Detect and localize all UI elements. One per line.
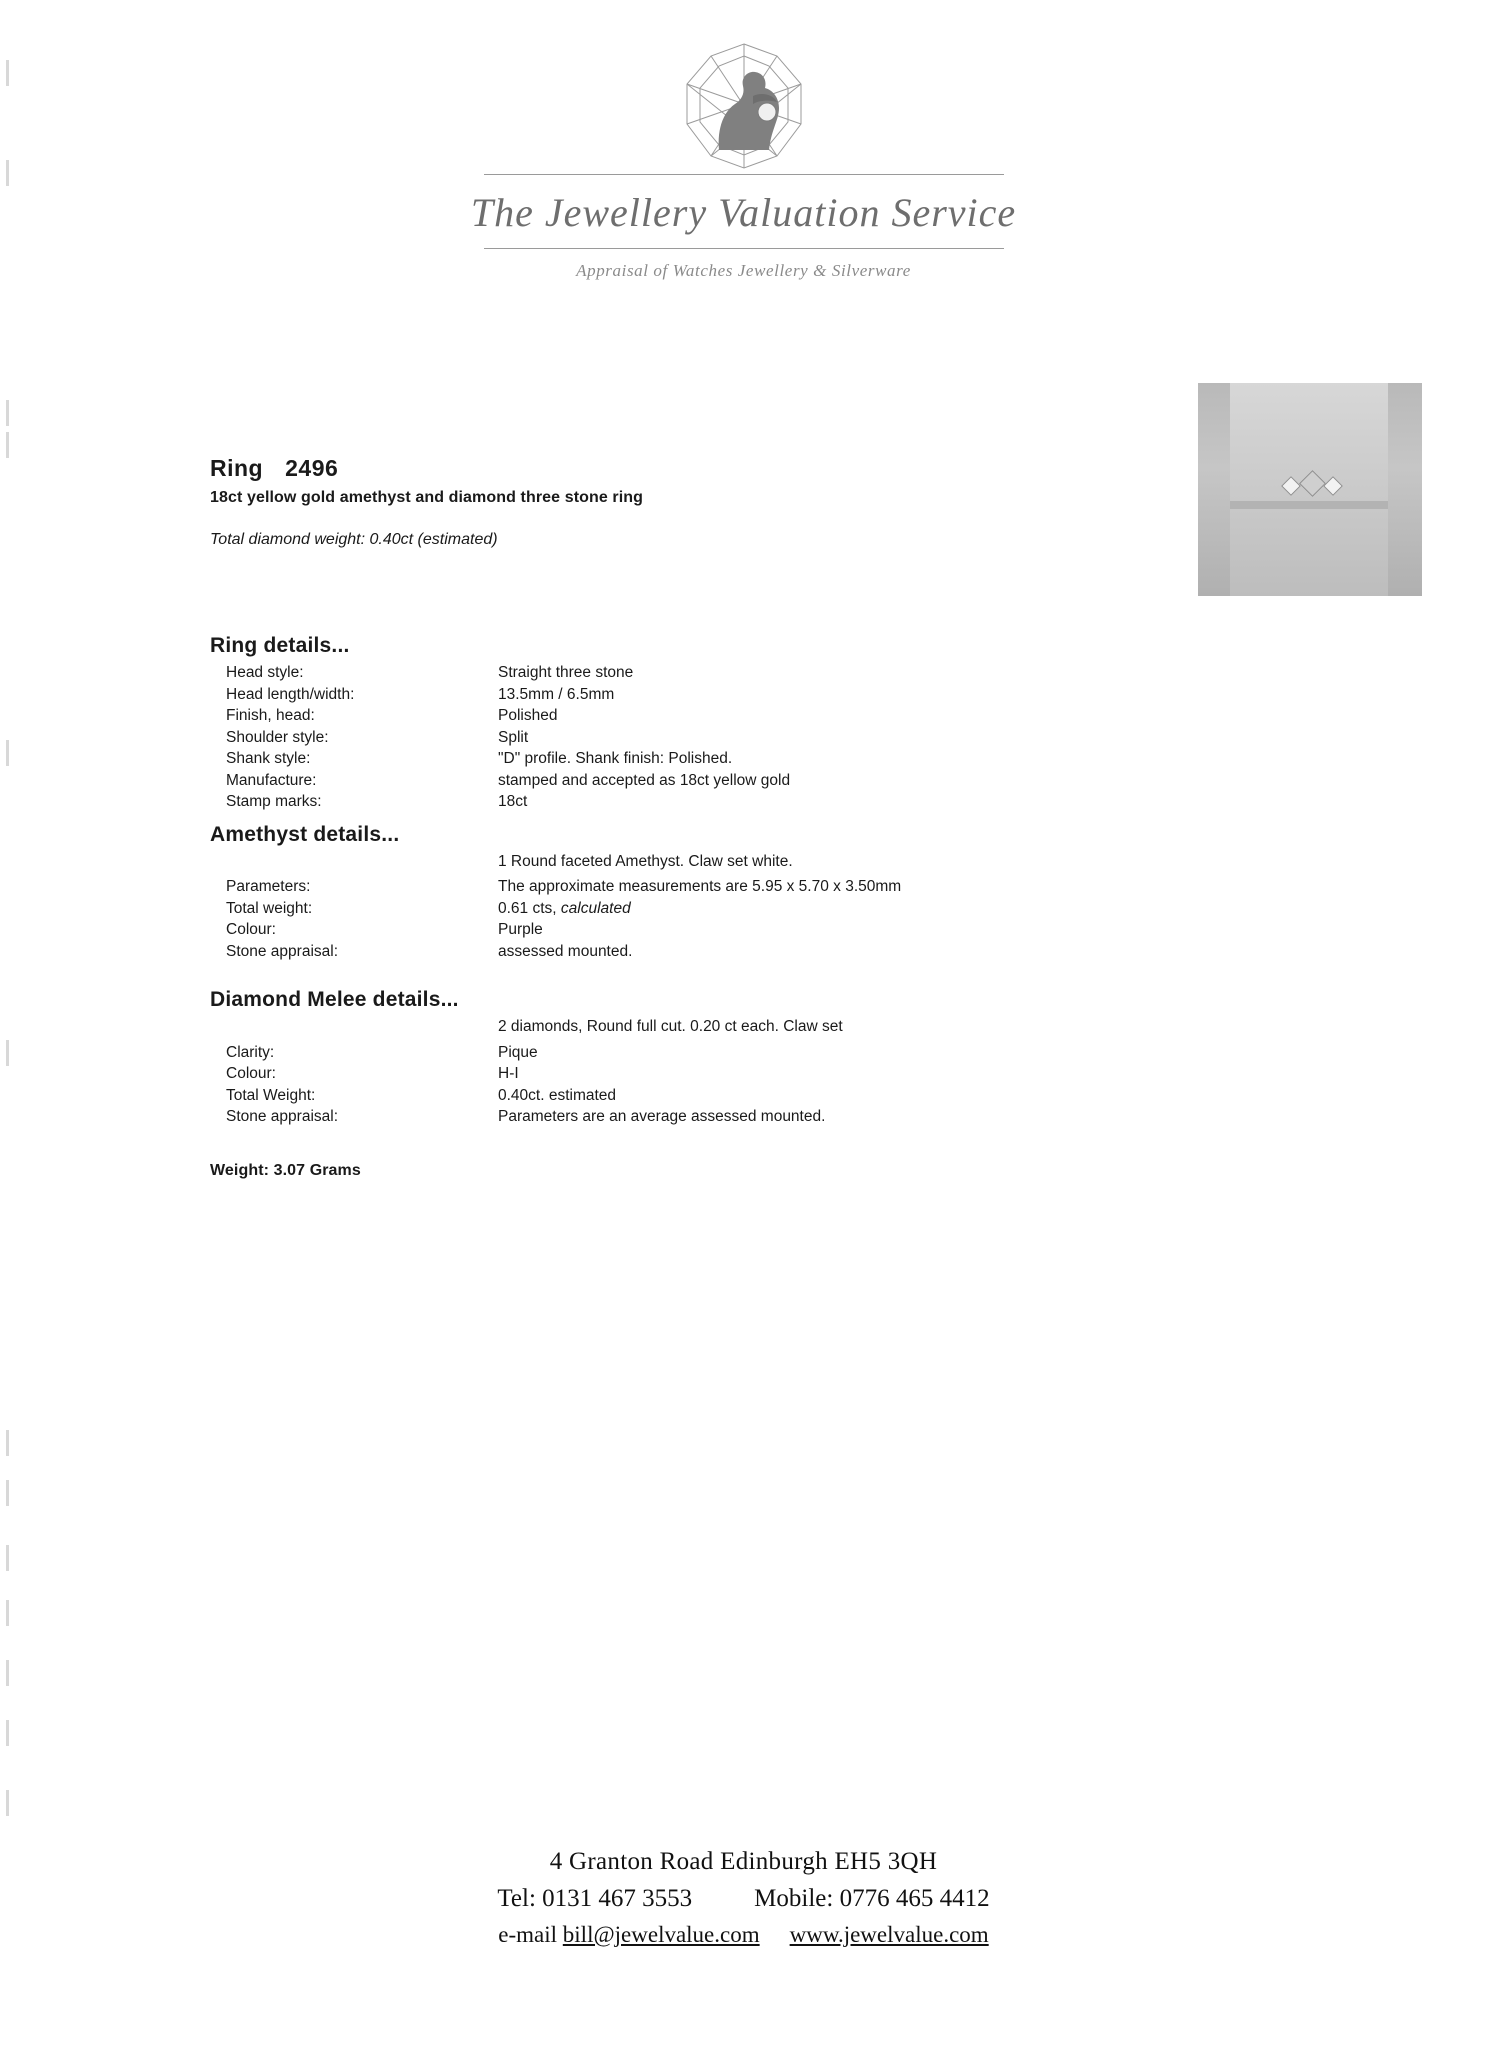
row-value: Parameters are an average assessed mounted.: [498, 1108, 826, 1125]
table-row: [216, 1042, 825, 1064]
section-heading-amethyst: Amethyst details...: [210, 822, 400, 846]
row-key: Finish, head:: [226, 707, 315, 724]
row-value: H-I: [498, 1065, 519, 1082]
row-value: Purple: [498, 921, 543, 938]
photo-shelf: [1230, 501, 1388, 509]
row-value: Split: [498, 728, 529, 746]
ring-details-table: [216, 662, 790, 813]
row-value: Straight three stone: [498, 664, 634, 681]
table-row: [216, 770, 790, 792]
brand-subtitle: Appraisal of Watches Jewellery & Silverware: [576, 261, 911, 280]
row-key: Colour:: [226, 1065, 276, 1082]
table-row: [216, 727, 790, 749]
footer-email-label: e-mail: [498, 1922, 558, 1947]
jeweller-loupe-logo: [0, 38, 1487, 168]
row-key: Stone appraisal:: [226, 1108, 339, 1125]
ring-photograph: [1198, 383, 1422, 596]
item-note: Total diamond weight: 0.40ct (estimated): [210, 531, 498, 548]
row-value: stamped and accepted as 18ct yellow gold: [498, 771, 791, 789]
footer-website-link[interactable]: www.jewelvalue.com: [789, 1922, 989, 1947]
item-title: [210, 455, 1210, 482]
row-value: assessed mounted.: [498, 942, 633, 960]
table-row: [216, 919, 901, 941]
table-row: [216, 791, 790, 813]
footer-phones: [0, 1885, 1487, 1913]
row-key: Shank style:: [226, 750, 311, 767]
footer-email-link[interactable]: bill@jewelvalue.com: [562, 1922, 760, 1947]
item-type-label: Ring: [210, 455, 264, 481]
table-row: [216, 748, 790, 770]
row-key: Total weight:: [226, 899, 313, 917]
photo-ring-stones: [1282, 469, 1340, 499]
table-row: [216, 705, 790, 727]
row-key: Head style:: [226, 664, 304, 681]
table-row: [216, 941, 901, 963]
row-key: Parameters:: [226, 878, 311, 895]
document-footer: [0, 1848, 1487, 1948]
item-description: 18ct yellow gold amethyst and diamond three stone ring: [210, 489, 644, 506]
melee-details-table: [216, 1042, 825, 1128]
valuation-body: [210, 455, 1210, 1180]
section-heading-ring: Ring details...: [210, 634, 350, 657]
total-weight: Weight: 3.07 Grams: [210, 1161, 361, 1179]
melee-lead-line: 2 diamonds, Round full cut. 0.20 ct each. Claw set: [498, 1018, 843, 1035]
row-key: Head length/width:: [226, 685, 355, 703]
row-key: Clarity:: [226, 1043, 275, 1061]
item-reference: 2496: [285, 455, 339, 481]
row-value: The approximate measurements are 5.95 x 5.70 x 3.50mm: [498, 878, 902, 895]
footer-contact: [0, 1922, 1487, 1948]
row-key: Total Weight:: [226, 1086, 316, 1104]
table-row: [216, 1085, 825, 1107]
footer-tel: Tel: 0131 467 3553: [497, 1885, 693, 1912]
row-value: Polished: [498, 707, 558, 724]
row-value: 18ct: [498, 793, 528, 810]
row-key: Colour:: [226, 921, 276, 938]
scan-margin-marks: [6, 0, 12, 2048]
table-row: [216, 684, 790, 706]
row-key: Stone appraisal:: [226, 942, 339, 960]
row-value: "D" profile. Shank finish: Polished.: [498, 750, 733, 767]
row-key: Manufacture:: [226, 771, 317, 789]
row-value-main: 0.61 cts,: [498, 899, 557, 917]
row-value: 13.5mm / 6.5mm: [498, 685, 615, 703]
table-row: [216, 876, 901, 898]
amethyst-details-table: [216, 876, 901, 962]
document-header: [0, 0, 1487, 281]
table-row: [216, 662, 790, 684]
brand-title: The Jewellery Valuation Service: [470, 190, 1017, 235]
header-rule-bottom: [484, 248, 1004, 249]
row-key: Shoulder style:: [226, 728, 329, 746]
footer-address: 4 Granton Road Edinburgh EH5 3QH: [549, 1848, 938, 1875]
row-value: Pique: [498, 1043, 538, 1061]
footer-mobile: Mobile: 0776 465 4412: [754, 1885, 990, 1912]
row-key: Stamp marks:: [226, 793, 322, 810]
row-value: 0.40ct. estimated: [498, 1086, 617, 1104]
row-value: [498, 898, 901, 920]
table-row: [216, 1106, 825, 1128]
amethyst-lead-line: 1 Round faceted Amethyst. Claw set white.: [498, 852, 793, 870]
table-row: [216, 1063, 825, 1085]
table-row: [216, 898, 901, 920]
row-value-italic: calculated: [560, 899, 631, 917]
section-heading-melee: Diamond Melee details...: [210, 988, 459, 1011]
